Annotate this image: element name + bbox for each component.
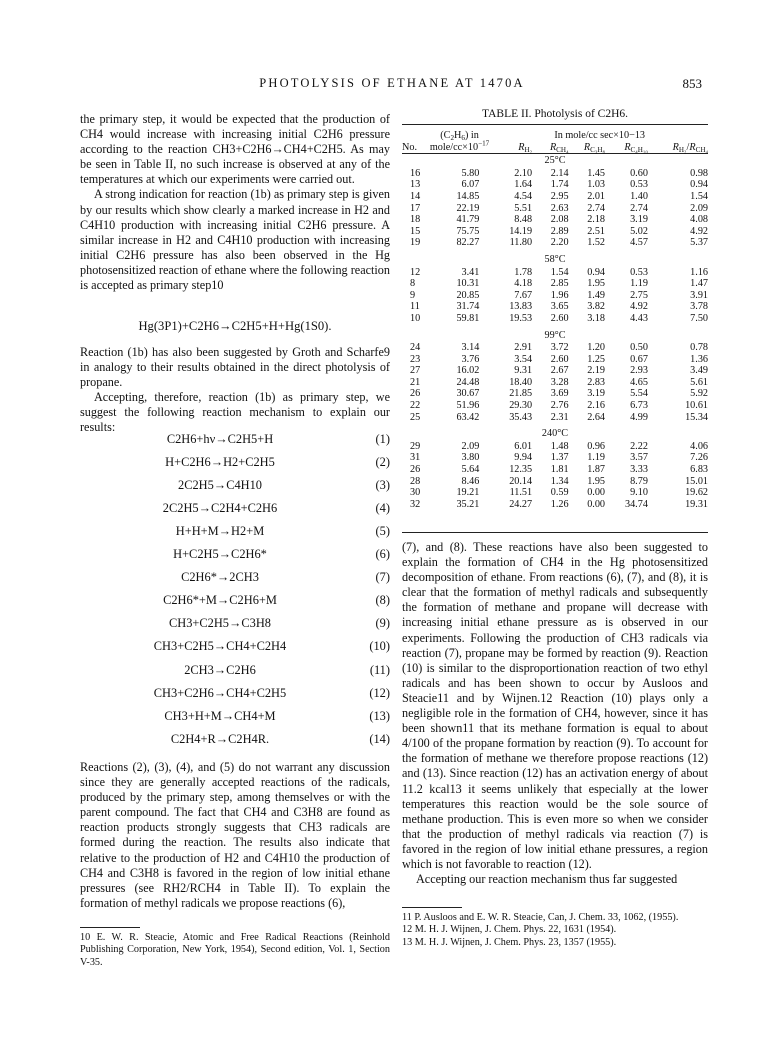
table-cell: 2.75: [630, 289, 648, 301]
table-cell: 29: [410, 440, 421, 452]
table-cell: 6.73: [630, 400, 648, 412]
table-cell: 1.95: [587, 475, 606, 487]
table-cell: 2.89: [550, 225, 569, 237]
col-header-rch4: $R_{CH_4}$: [549, 141, 569, 154]
table-cell: 10.61: [685, 400, 708, 412]
table-cell: 5.80: [461, 167, 480, 179]
table-cell: 1.40: [630, 190, 648, 202]
table-row: [402, 412, 708, 429]
table-cell: 15.34: [685, 411, 708, 423]
table-cell: 26: [410, 388, 421, 400]
table-cell: 2.22: [630, 440, 648, 452]
table-cell: 28: [410, 475, 421, 487]
reaction-number: (10): [369, 639, 390, 654]
left-text-block-3: [80, 760, 390, 911]
reaction-equation: C2H4+R→C2H4R.: [170, 731, 270, 746]
table-row: [402, 214, 708, 226]
reaction-number: (8): [375, 593, 390, 608]
table-cell: 19.53: [509, 312, 533, 324]
table-cell: 2.74: [630, 202, 648, 214]
reaction-row: [80, 732, 390, 754]
table-cell: 31: [410, 452, 421, 464]
reaction-row: [80, 639, 390, 661]
table-cell: 5.64: [461, 464, 480, 476]
table-cell: 3.91: [690, 289, 708, 301]
table-cell: 1.20: [587, 342, 606, 354]
reaction-number: (2): [375, 455, 390, 470]
table-row: [402, 400, 708, 412]
table-cell: 1.37: [550, 452, 569, 464]
table-cell: 4.43: [630, 312, 648, 324]
table-cell: 31.74: [456, 301, 480, 313]
table-cell: 29.30: [509, 400, 533, 412]
table-cell: 51.96: [456, 400, 480, 412]
footnote-10: 10 E. W. R. Steacie, Atomic and Free Radical Reactions (Reinhold Publishing Corporation, New York, 1954), Second edition, Vol. 1, Section V-35.: [80, 932, 390, 968]
table-row: [402, 499, 708, 516]
table-cell: 0.96: [587, 440, 606, 452]
col-header-c2h6: mole/$cc\times 10^{-17}$: [429, 139, 490, 153]
reaction-row: [80, 593, 390, 615]
page-number: 853: [682, 76, 702, 91]
table-cell: 1.26: [550, 498, 569, 510]
temperature-label: 240°C: [541, 428, 569, 440]
reaction-row: [80, 663, 390, 685]
table-cell: 2.64: [587, 411, 606, 423]
table-cell: 14.19: [509, 225, 533, 237]
table-cell: 0.53: [630, 266, 648, 278]
left-paragraph-5: Reactions (2), (3), (4), and (5) do not warrant any discussion since they are generally accepted reactions of the radicals, produced by the primary step, among themselves or with the parent compound. The fact that CH4 and C3H8 are found as reaction products strongly suggests that CH3 radicals are formed during the reaction. The results also indicate that relative to the production of H2 and C4H10 the production of CH4 and C3H8 is favored in the region of low initial ethane pressures (see RH2/RCH4 in Table II). To explain the formation of methyl radicals we propose reactions (6),: [80, 760, 390, 910]
table-cell: 35.43: [509, 411, 533, 423]
table-cell: 2.14: [550, 167, 569, 179]
table-cell: 19.21: [456, 487, 480, 499]
table-cell: 15.01: [685, 475, 708, 487]
table-cell: 2.09: [690, 202, 708, 214]
table-cell: 4.57: [630, 237, 648, 249]
table-cell: 26: [410, 464, 421, 476]
table-cell: 63.42: [456, 411, 480, 423]
table-cell: 1.16: [690, 266, 708, 278]
table-cell: 6.01: [514, 440, 533, 452]
table-cell: 59.81: [456, 312, 480, 324]
table-cell: 30: [410, 487, 421, 499]
table-cell: 3.14: [461, 342, 480, 354]
table-row: [402, 441, 708, 453]
table-cell: 19.31: [685, 498, 708, 510]
table-bottom-rule: [402, 532, 708, 533]
table-cell: 2.10: [514, 167, 533, 179]
table-cell: 5.54: [630, 388, 648, 400]
table-cell: 25: [410, 411, 421, 423]
right-footnotes: [402, 912, 708, 949]
table-cell: 2.95: [550, 190, 569, 202]
table-cell: 5.51: [514, 202, 533, 214]
table-row: [402, 365, 708, 377]
reaction-row: [80, 432, 390, 454]
reaction-equation: CH3+C2H5→C3H8: [169, 616, 271, 631]
table-caption: TABLE II. Photolysis of C2H6.: [481, 108, 629, 120]
reaction-number: (4): [375, 501, 390, 516]
table-cell: 0.60: [630, 167, 648, 179]
table-cell: 24.48: [456, 376, 480, 388]
table-row: [402, 342, 708, 354]
table-cell: 2.31: [550, 411, 569, 423]
table-cell: 4.99: [630, 411, 648, 423]
temperature-row: [402, 254, 708, 267]
table-cell: 21: [410, 376, 421, 388]
table-cell: 1.36: [690, 353, 708, 365]
table-row: [402, 354, 708, 366]
table-row: [402, 203, 708, 215]
table-cell: 30.67: [456, 388, 480, 400]
table-cell: 1.19: [630, 278, 648, 290]
table-cell: 22: [410, 400, 421, 412]
table-row: [402, 278, 708, 290]
table-cell: 1.52: [587, 237, 606, 249]
reaction-number: (7): [375, 570, 390, 585]
table-cell: 3.82: [587, 301, 606, 313]
table-cell: 2.83: [587, 376, 606, 388]
reaction-equation: CH3+C2H6→CH4+C2H5: [153, 685, 287, 700]
table-cell: 2.19: [587, 365, 606, 377]
table-cell: 7.67: [514, 289, 533, 301]
table-cell: 10.31: [456, 278, 480, 290]
reaction-equation: H+C2H5→C2H6*: [173, 547, 267, 562]
table-row: [402, 267, 708, 279]
table-row: [402, 191, 708, 203]
table-cell: 11.51: [509, 487, 533, 499]
table-cell: 5.61: [690, 376, 708, 388]
table-row: [402, 313, 708, 330]
table-cell: 3.19: [587, 388, 606, 400]
reaction-row: [80, 501, 390, 523]
table-cell: 9.31: [514, 365, 533, 377]
table-cell: 27: [410, 365, 421, 377]
reaction-row: [80, 547, 390, 569]
reaction-equation: 2C2H5→C4H10: [178, 478, 262, 493]
table-cell: 1.19: [587, 452, 606, 464]
table-cell: 4.65: [630, 376, 648, 388]
table-cell: 1.54: [690, 190, 708, 202]
footnote-13: 13 M. H. J. Wijnen, J. Chem. Phys. 23, 1357 (1955).: [402, 936, 617, 948]
table-ii: [402, 130, 708, 515]
reaction-equation: CH3+C2H5→CH4+C2H4: [153, 639, 287, 654]
table-cell: 0.59: [550, 487, 569, 499]
table-cell: 3.65: [550, 301, 569, 313]
table-cell: 0.94: [587, 266, 606, 278]
table-cell: 4.08: [690, 214, 708, 226]
table-row: [402, 290, 708, 302]
table-cell: 12: [410, 266, 421, 278]
table-cell: 19: [410, 237, 421, 249]
table-cell: 8.46: [461, 475, 480, 487]
table-cell: 1.87: [587, 464, 606, 476]
reaction-number: (1): [375, 432, 390, 446]
left-paragraph-3: Reaction (1b) has also been suggested by Groth and Scharfe9 in analogy to their results obtained in the direct photolysis of propane.: [80, 345, 390, 390]
table-row: [402, 464, 708, 476]
table-cell: 3.28: [550, 376, 569, 388]
table-cell: 2.91: [514, 342, 533, 354]
table-top-rule: [402, 124, 708, 125]
temperature-row: [402, 428, 708, 441]
table-cell: 22.19: [456, 202, 480, 214]
table-cell: 7.50: [690, 312, 708, 324]
table-cell: 3.78: [690, 301, 708, 313]
table-cell: 2.08: [550, 214, 569, 226]
table-cell: 2.01: [587, 190, 606, 202]
reaction-row: [80, 570, 390, 592]
left-paragraph-2: A strong indication for reaction (1b) as primary step is given by our results which show clearly a marked increase in H2 and C4H10 production with increasing initial C2H6 pressure. A similar increase in H2 and C4H10 production with increasing initial C2H6 pressure has also been observed in the Hg photosensitized reaction of ethane where the following reaction is accepted as primary step10: [80, 187, 390, 293]
col-header-rh2: $R_{H_2}$: [518, 141, 533, 154]
table-cell: 15: [410, 225, 421, 237]
table-cell: 14: [410, 190, 421, 202]
table-cell: 3.69: [550, 388, 569, 400]
table-cell: 12.35: [509, 464, 533, 476]
table-cell: 5.92: [690, 388, 708, 400]
left-text-block: [80, 112, 390, 293]
table-cell: 1.95: [587, 278, 606, 290]
table-cell: 2.51: [587, 225, 606, 237]
reaction-equation: C2H6*→2CH3: [181, 570, 259, 585]
reaction-number: (14): [369, 731, 390, 746]
table-cell: 4.54: [514, 190, 533, 202]
table-cell: 1.49: [587, 289, 606, 301]
col-header-c2h6-line1: $(C_2H_6)$ in: [440, 130, 479, 142]
reaction-number: (3): [375, 478, 390, 493]
col-header-no: No.: [402, 141, 417, 153]
table-cell: 1.96: [550, 289, 569, 301]
table-cell: 35.21: [456, 498, 480, 510]
reaction-equation: 2C2H5→C2H4+C2H6: [162, 501, 278, 516]
table-cell: 19.62: [685, 487, 708, 499]
table-cell: 82.27: [456, 237, 480, 249]
table-cell: 0.00: [587, 498, 606, 510]
table-cell: 4.92: [630, 301, 648, 313]
right-text-block: [402, 540, 708, 887]
table-cell: 0.67: [630, 353, 648, 365]
table-cell: 13.83: [509, 301, 533, 313]
table-cell: 3.33: [630, 464, 648, 476]
table-cell: 14.85: [456, 190, 480, 202]
table-cell: 75.75: [456, 225, 480, 237]
reaction-equation: H+C2H6→H2+C2H5: [165, 455, 275, 470]
reaction-row: [80, 524, 390, 546]
table-cell: 10: [410, 312, 421, 324]
temperature-label: 25°C: [544, 155, 566, 167]
table-row: [402, 487, 708, 499]
reaction-row: [80, 455, 390, 477]
table-cell: 2.60: [550, 312, 569, 324]
table-cell: 17: [410, 202, 421, 214]
table-cell: 3.41: [461, 266, 480, 278]
reaction-equation: C2H6*+M→C2H6+M: [163, 593, 277, 608]
table-row: [402, 179, 708, 191]
table-cell: 23: [410, 353, 421, 365]
table-cell: 11.80: [509, 237, 533, 249]
left-paragraph-1: the primary step, it would be expected that the production of CH4 would increase with increasing initial C2H6 pressure according to the reaction CH3+C2H6→CH4+C2H5. As may be seen in Table II, no such increase is observed at any of the temperatures at which our experiments were carried out.: [80, 112, 390, 187]
table-cell: 24: [410, 342, 421, 354]
table-cell: 0.78: [690, 342, 708, 354]
table-cell: 9.94: [514, 452, 533, 464]
table-cell: 3.49: [690, 365, 708, 377]
right-paragraph-1: (7), and (8). These reactions have also been suggested to explain the formation of CH4 in the Hg photosensitized decomposition of ethane. From reactions (6), (7), and (8), it is clear that the formation of methyl radicals and subsequently the formation of methane and propane will decrease with increasing initial ethane pressure as is observed in our experiments. Following the production of CH3 radicals via reaction (7), propane may be formed by reaction (9). Reaction (10) is similar to the disproportionation reaction of two ethyl radicals and has been shown to occur by Ausloos and Steacie11 and by Wijnen.12 Reaction (10) plays only a negligible role in the formation of CH4, however, since it has been shown11 that its methane formation is equal to about 4/100 of the propane formation by reaction (9). To account for the formation of methane we therefore propose reactions (12) and (13). Since reaction (12) has an activation energy of about 11.2 kcal13 it seems unlikely that especially at the lower temperatures this reaction would be the sole source of methane production. This is even more so when we consider that the production of methyl radicals via reaction (7) is favored in the region of low initial ethane pressures, a region which is not favorable to reaction (12).: [402, 540, 708, 871]
table-row: [402, 476, 708, 488]
left-text-block-2: [80, 345, 390, 436]
table-cell: 2.85: [550, 278, 569, 290]
reaction-number: (6): [375, 547, 390, 562]
table-cell: 6.07: [461, 179, 480, 191]
table-cell: 16.02: [456, 365, 480, 377]
table-cell: 24.27: [509, 498, 533, 510]
table-cell: 1.25: [587, 353, 606, 365]
reaction-equation: C2H6+hν→C2H5+H: [166, 432, 274, 446]
reaction-row: [80, 616, 390, 638]
table-cell: 3.72: [550, 342, 569, 354]
table-cell: 3.54: [514, 353, 533, 365]
table-row: [402, 452, 708, 464]
table-row: [402, 237, 708, 254]
table-cell: 2.18: [587, 214, 606, 226]
table-row: [402, 226, 708, 238]
table-cell: 20.14: [509, 475, 533, 487]
table-cell: 18: [410, 214, 421, 226]
temperature-label: 99°C: [544, 329, 566, 341]
table-cell: 4.18: [514, 278, 533, 290]
table-cell: 8: [410, 278, 416, 290]
table-cell: 1.64: [514, 179, 533, 191]
reaction-equation: 2CH3→C2H6: [184, 662, 256, 677]
table-cell: 21.85: [509, 388, 533, 400]
table-cell: 5.02: [630, 225, 648, 237]
table-cell: 7.26: [690, 452, 708, 464]
reaction-number: (11): [369, 662, 390, 677]
footnote-rule-right: [402, 907, 462, 908]
col-header-ratio: $R_{H_2}/R_{CH_4}$: [672, 141, 708, 154]
reaction-row: [80, 478, 390, 500]
table-cell: 1.47: [690, 278, 708, 290]
table-cell: 0.00: [587, 487, 606, 499]
table-cell: 3.76: [461, 353, 480, 365]
table-cell: 18.40: [509, 376, 533, 388]
left-paragraph-4: Accepting, therefore, reaction (1b) as primary step, we suggest the following reaction mechanism to explain our results:: [80, 390, 390, 435]
table-cell: 13: [410, 179, 421, 191]
table-cell: 0.50: [630, 342, 648, 354]
table-cell: 1.78: [514, 266, 533, 278]
table-cell: 3.19: [630, 214, 648, 226]
table-cell: 3.80: [461, 452, 480, 464]
table-cell: 2.63: [550, 202, 569, 214]
reaction-equation: H+H+M→H2+M: [175, 524, 265, 539]
table-cell: 0.53: [630, 179, 648, 191]
table-cell: 1.34: [550, 475, 569, 487]
table-cell: 2.74: [587, 202, 606, 214]
table-cell: 2.20: [550, 237, 569, 249]
table-cell: 0.98: [690, 167, 708, 179]
table-cell: 11: [410, 301, 420, 313]
table-cell: 5.37: [690, 237, 708, 249]
temperature-row: [402, 155, 708, 168]
table-cell: 2.76: [550, 400, 569, 412]
right-paragraph-2: Accepting our reaction mechanism thus far suggested: [416, 872, 678, 887]
table-row: [402, 377, 708, 389]
table-cell: 16: [410, 167, 421, 179]
table-cell: 32: [410, 498, 421, 510]
temperature-label: 58°C: [544, 253, 566, 265]
running-title: PHOTOLYSIS OF ETHANE AT 1470A: [259, 76, 525, 90]
table-row: [402, 168, 708, 180]
reaction-row: [80, 709, 390, 731]
table-cell: 3.18: [587, 312, 606, 324]
table-cell: 1.81: [550, 464, 569, 476]
table-cell: 2.16: [587, 400, 606, 412]
table-cell: 0.94: [690, 179, 708, 191]
footnote-rule-left: [80, 927, 140, 928]
col-header-units: In mole/cc sec×10−13: [554, 130, 646, 141]
table-cell: 4.06: [690, 440, 708, 452]
table-cell: 9: [410, 289, 416, 301]
table-cell: 2.60: [550, 353, 569, 365]
table-cell: 20.85: [456, 289, 480, 301]
table-cell: 1.48: [550, 440, 569, 452]
footnote-12: 12 M. H. J. Wijnen, J. Chem. Phys. 22, 1631 (1954).: [402, 924, 617, 936]
temperature-row: [402, 330, 708, 343]
table-cell: 8.79: [630, 475, 648, 487]
table-cell: 4.92: [690, 225, 708, 237]
reaction-number: (5): [375, 524, 390, 539]
footnote-11: 11 P. Ausloos and E. W. R. Steacie, Can, J. Chem. 33, 1062, (1955).: [402, 912, 679, 923]
table-cell: 8.48: [514, 214, 533, 226]
reaction-number: (12): [369, 685, 390, 700]
reaction-equation: CH3+H+M→CH4+M: [164, 708, 276, 723]
reaction-row: [80, 686, 390, 708]
table-cell: 6.83: [690, 464, 708, 476]
table-cell: 2.09: [461, 440, 480, 452]
table-cell: 1.74: [550, 179, 569, 191]
table-cell: 2.93: [630, 365, 648, 377]
col-header-rc3h8: $R_{C_3H_8}$: [583, 141, 606, 154]
reaction-number: (9): [375, 616, 390, 631]
table-cell: 1.54: [550, 266, 569, 278]
table-row: [402, 388, 708, 400]
primary-step-equation: Hg(3P1)+C2H6→C2H5+H+Hg(1S0).: [138, 319, 332, 333]
table-cell: 41.79: [456, 214, 480, 226]
table-cell: 1.03: [587, 179, 606, 191]
table-cell: 1.45: [587, 167, 606, 179]
reaction-number: (13): [369, 708, 390, 723]
table-cell: 2.67: [550, 365, 569, 377]
col-header-rc4h10: $R_{C_4H_{10}}$: [624, 141, 648, 154]
table-cell: 34.74: [624, 498, 648, 510]
table-cell: 9.10: [630, 487, 648, 499]
table-row: [402, 301, 708, 313]
table-cell: 3.57: [630, 452, 648, 464]
